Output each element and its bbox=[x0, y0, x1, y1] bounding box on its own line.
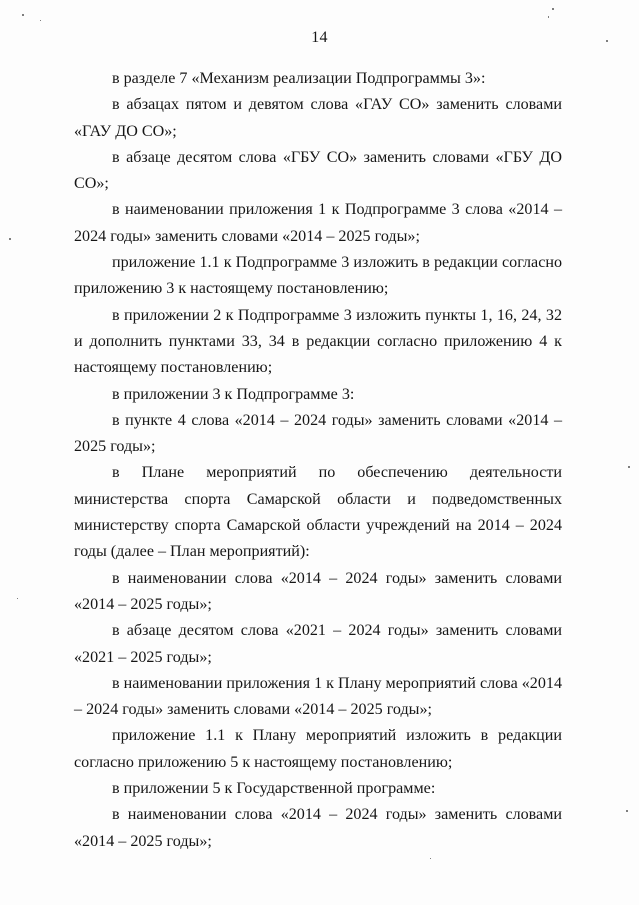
scan-speck bbox=[17, 598, 18, 599]
paragraph: в приложении 5 к Государственной программе: bbox=[112, 780, 436, 798]
paragraph: приложение 1.1 к Подпрограмме 3 изложить в редакции согласно приложению 3 к настоящему постановлению; bbox=[74, 254, 562, 298]
scan-speck bbox=[626, 810, 628, 812]
paragraph: в абзаце десятом слова «ГБУ СО» заменить словами «ГБУ ДО СО»; bbox=[74, 148, 562, 193]
paragraph: в абзаце десятом слова «2021 – 2024 годы» заменить словами «2021 – 2025 годы»; bbox=[74, 622, 562, 666]
paragraph: в наименовании слова «2014 – 2024 годы» заменить словами «2014 – 2025 годы»; bbox=[74, 569, 562, 613]
scan-speck bbox=[628, 466, 630, 468]
paragraph: в Плане мероприятий по обеспечению деятельности министерства спорта Самарской области и подведомственных министерству спорта Самарской области учреждений на 2014 – 2024 годы (далее – План мероприятий): bbox=[74, 464, 562, 561]
paragraph: в приложении 2 к Подпрограмме 3 изложить пункты 1, 16, 24, 32 и дополнить пунктами 33, 34 в редакции согласно приложению 4 к настоящему постановлению; bbox=[74, 306, 562, 377]
scan-speck bbox=[22, 14, 24, 16]
scan-speck bbox=[40, 20, 41, 21]
page-number: 14 bbox=[311, 29, 328, 46]
document-body bbox=[74, 66, 562, 855]
scan-speck bbox=[430, 858, 431, 859]
paragraph: в наименовании приложения 1 к Подпрограмме 3 слова «2014 – 2024 годы» заменить словами «2014 – 2025 годы»; bbox=[74, 201, 562, 245]
scan-speck bbox=[9, 238, 11, 240]
paragraph: приложение 1.1 к Плану мероприятий изложить в редакции согласно приложению 5 к настоящему постановлению; bbox=[74, 727, 562, 771]
paragraph: в пункте 4 слова «2014 – 2024 годы» заменить словами «2014 – 2025 годы»; bbox=[74, 411, 562, 456]
paragraph: в наименовании слова «2014 – 2024 годы» заменить словами «2014 – 2025 годы»; bbox=[74, 806, 562, 850]
paragraph: в приложении 3 к Подпрограмме 3: bbox=[112, 385, 355, 403]
paragraph: в наименовании приложения 1 к Плану мероприятий слова «2014 – 2024 годы» заменить словами «2014 – 2025 годы»; bbox=[74, 674, 562, 719]
scan-speck bbox=[552, 8, 554, 10]
paragraph: в абзацах пятом и девятом слова «ГАУ СО» заменить словами «ГАУ ДО СО»; bbox=[74, 96, 562, 140]
paragraph: в разделе 7 «Механизм реализации Подпрограммы 3»: bbox=[112, 70, 486, 87]
scan-speck bbox=[548, 16, 549, 18]
